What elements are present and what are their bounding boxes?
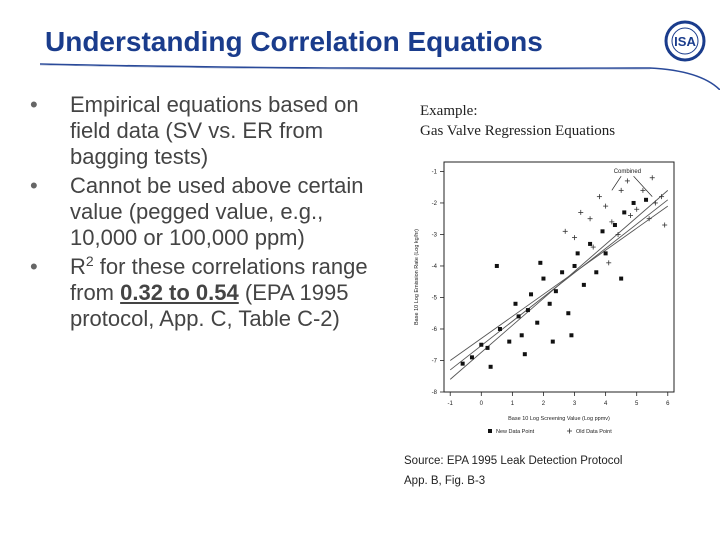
new-data-point bbox=[644, 198, 648, 202]
annotation-arrow bbox=[612, 176, 621, 190]
bullet-item bbox=[30, 173, 390, 251]
new-data-point bbox=[529, 292, 533, 296]
old-data-point bbox=[616, 232, 621, 237]
old-data-point bbox=[625, 178, 630, 183]
slide-title: Understanding Correlation Equations bbox=[45, 26, 543, 57]
bullet-dot-icon: • bbox=[30, 254, 38, 279]
new-data-point bbox=[461, 362, 465, 366]
new-data-point bbox=[523, 352, 527, 356]
new-data-point bbox=[548, 302, 552, 306]
annotation-arrow bbox=[634, 176, 653, 196]
x-tick-label: 4 bbox=[603, 401, 608, 407]
logo-text: ISA bbox=[674, 34, 696, 49]
new-data-point bbox=[619, 277, 623, 281]
y-axis-label: Base 10 Log Emission Rate (Log kg/hr) bbox=[414, 229, 420, 325]
new-data-point bbox=[622, 210, 626, 214]
x-axis-label: Base 10 Log Screening Value (Log ppmv) bbox=[508, 416, 610, 422]
new-data-point bbox=[498, 327, 502, 331]
y-tick-label: -1 bbox=[431, 169, 437, 176]
old-data-point bbox=[603, 204, 608, 209]
old-data-point bbox=[606, 260, 611, 265]
new-data-point bbox=[489, 365, 493, 369]
x-tick-label: 6 bbox=[666, 401, 670, 407]
example-caption bbox=[420, 101, 615, 141]
y-tick-label: -2 bbox=[431, 200, 437, 207]
bullet-text bbox=[70, 254, 368, 331]
bullet-list bbox=[30, 92, 390, 335]
new-data-point bbox=[632, 201, 636, 205]
y-tick-label: -5 bbox=[431, 295, 437, 302]
bullet-text-middle: for these correlations range from bbox=[70, 254, 368, 305]
new-data-point bbox=[554, 289, 558, 293]
new-data-point bbox=[526, 308, 530, 312]
new-data-point bbox=[576, 251, 580, 255]
source-line-1: Source: EPA 1995 Leak Detection Protocol bbox=[404, 455, 623, 467]
new-data-point bbox=[588, 242, 592, 246]
new-data-point bbox=[582, 283, 586, 287]
new-data-point bbox=[517, 314, 521, 318]
example-label: Example: bbox=[420, 103, 478, 119]
combined-annotation: Combined bbox=[613, 169, 642, 176]
bullet-dot-icon: • bbox=[30, 173, 38, 198]
new-data-point bbox=[594, 270, 598, 274]
x-tick-label: 1 bbox=[510, 401, 515, 407]
highlighted-range: 0.32 to 0.54 bbox=[120, 280, 239, 305]
old-data-point bbox=[634, 207, 639, 212]
old-data-point bbox=[628, 213, 633, 218]
scatter-chart bbox=[404, 150, 686, 450]
old-data-point bbox=[578, 210, 583, 215]
new-data-point bbox=[613, 223, 617, 227]
old-data-point bbox=[563, 229, 568, 234]
new-data-point bbox=[535, 321, 539, 325]
legend-new-label: New Data Point bbox=[496, 429, 535, 435]
y-tick-label: -6 bbox=[431, 326, 437, 333]
old-data-point bbox=[659, 194, 664, 199]
bullet-item bbox=[30, 92, 390, 170]
old-data-point bbox=[619, 188, 624, 193]
new-data-point bbox=[513, 302, 517, 306]
new-data-point bbox=[541, 277, 545, 281]
bullet-text-end: (EPA 1995 protocol, App. C, Table C-2) bbox=[70, 280, 349, 331]
new-data-point bbox=[604, 251, 608, 255]
x-tick-label: -1 bbox=[447, 401, 453, 407]
bullet-dot-icon: • bbox=[30, 92, 38, 117]
regression-lines bbox=[450, 190, 668, 379]
old-data-point bbox=[588, 216, 593, 221]
new-data-point bbox=[538, 261, 542, 265]
new-data-point bbox=[569, 333, 573, 337]
new-data-point bbox=[486, 346, 490, 350]
y-tick-label: -8 bbox=[431, 390, 437, 396]
chart-axes bbox=[440, 162, 674, 396]
new-data-point bbox=[551, 340, 555, 344]
example-subtitle: Gas Valve Regression Equations bbox=[420, 123, 616, 139]
old-data-point bbox=[597, 194, 602, 199]
new-data-point bbox=[495, 264, 499, 268]
bullet-text: Cannot be used above certain value (pegged value, e.g., 10,000 or 100,000 ppm) bbox=[70, 173, 364, 250]
isa-logo bbox=[664, 20, 706, 62]
plot-frame bbox=[444, 162, 674, 392]
data-points bbox=[461, 175, 668, 369]
bullet-text: Empirical equations based on field data (SV vs. ER from bagging tests) bbox=[70, 92, 359, 169]
old-data-point bbox=[662, 223, 667, 228]
new-data-point bbox=[520, 333, 524, 337]
new-data-point bbox=[601, 229, 605, 233]
source-caption bbox=[404, 451, 704, 491]
new-data-point bbox=[479, 343, 483, 347]
x-tick-label: 3 bbox=[572, 401, 577, 407]
header-swoosh bbox=[0, 50, 720, 90]
new-data-point bbox=[560, 270, 564, 274]
chart-labels bbox=[414, 169, 670, 435]
new-data-point bbox=[566, 311, 570, 315]
superscript: 2 bbox=[85, 253, 94, 269]
source-line-2: App. B, Fig. B-3 bbox=[404, 475, 486, 487]
old-data-point bbox=[572, 235, 577, 240]
r-symbol: R bbox=[70, 254, 86, 279]
bullet-item bbox=[30, 254, 390, 332]
new-data-point bbox=[573, 264, 577, 268]
new-data-point bbox=[470, 355, 474, 359]
x-tick-label: 2 bbox=[541, 401, 546, 407]
regression-line bbox=[450, 206, 668, 360]
y-tick-label: -7 bbox=[431, 358, 437, 365]
y-tick-label: -4 bbox=[431, 263, 437, 270]
legend-old-label: Old Data Point bbox=[576, 429, 612, 435]
x-tick-label: 0 bbox=[479, 401, 483, 407]
old-data-point bbox=[650, 175, 655, 180]
regression-line bbox=[450, 190, 668, 379]
y-tick-label: -3 bbox=[431, 232, 437, 239]
old-data-point bbox=[653, 200, 658, 205]
new-data-point bbox=[507, 340, 511, 344]
legend-new-marker bbox=[488, 429, 492, 433]
x-tick-label: 5 bbox=[635, 401, 639, 407]
